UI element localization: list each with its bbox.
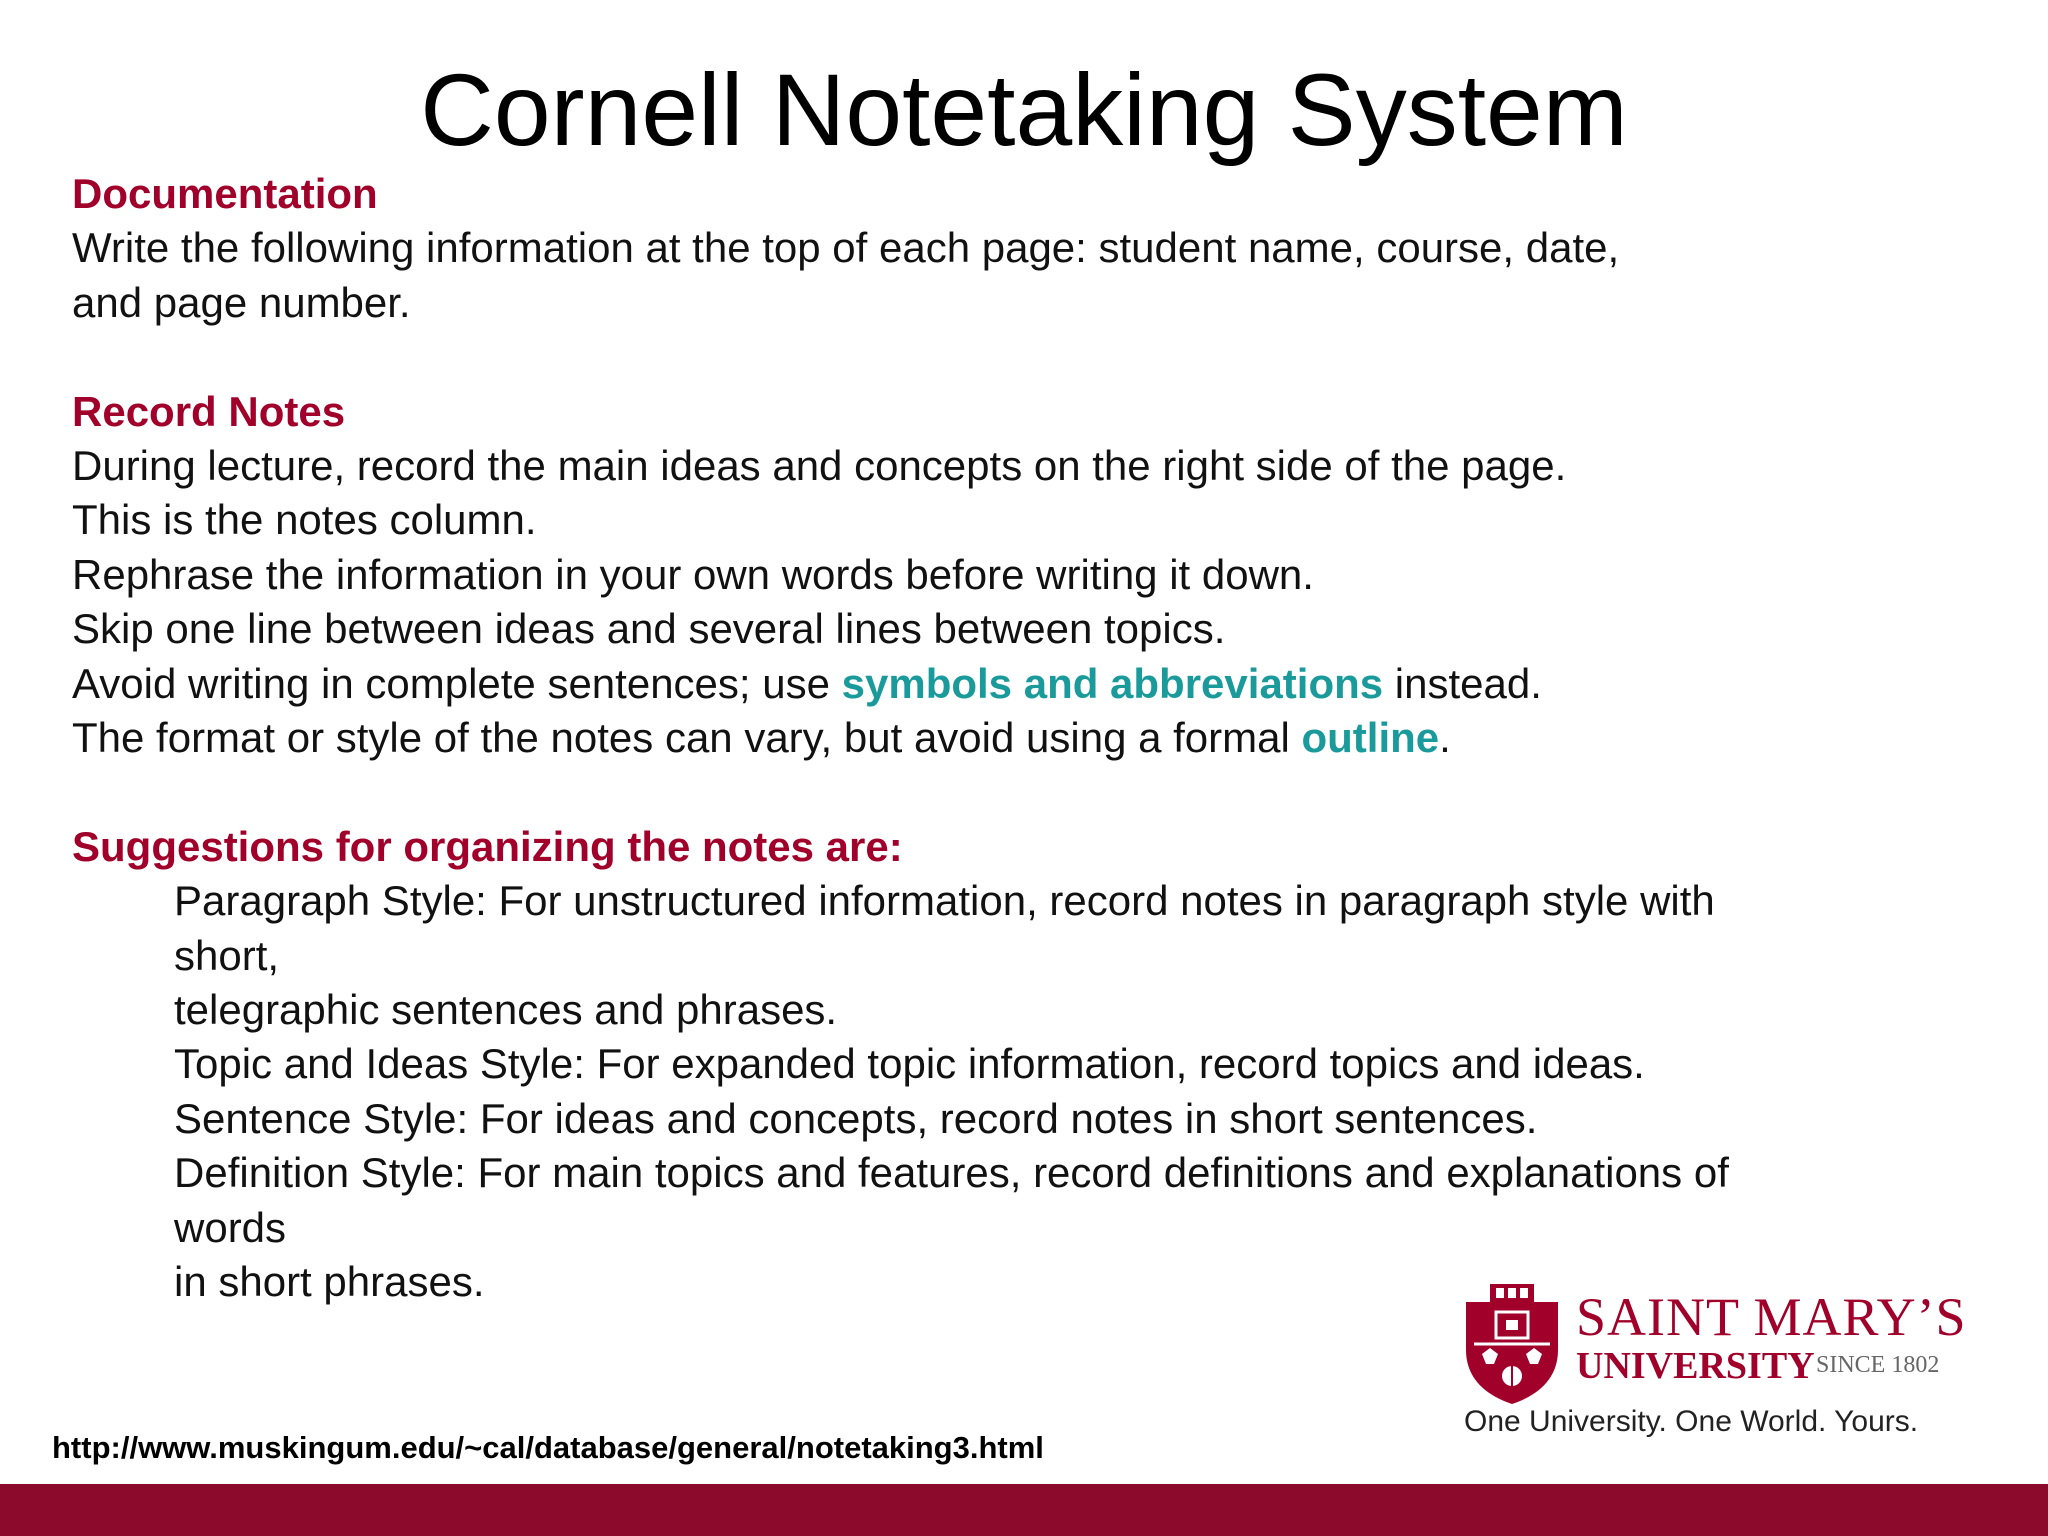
university-crest-icon	[1460, 1280, 1564, 1406]
university-logo	[1460, 1280, 1967, 1440]
record-notes-line: During lecture, record the main ideas and concepts on the right side of the page.	[72, 442, 1567, 490]
suggestion-line: Paragraph Style: For unstructured information, record notes in paragraph style with	[174, 877, 1715, 925]
slide-body	[72, 167, 1952, 1310]
documentation-line: and page number.	[72, 278, 411, 326]
suggestion-line: Sentence Style: For ideas and concepts, record notes in short sentences.	[174, 1094, 1538, 1142]
logo-subname: UNIVERSITY	[1576, 1345, 1815, 1387]
record-notes-line	[72, 711, 1952, 765]
logo-since: SINCE 1802	[1816, 1352, 1940, 1378]
spacer	[72, 765, 1952, 819]
record-notes-text: instead.	[1383, 659, 1542, 707]
suggestion-line: short,	[174, 931, 280, 979]
record-notes-text: The format or style of the notes can vary, but avoid using a formal	[72, 714, 1302, 762]
documentation-heading: Documentation	[72, 170, 378, 217]
record-notes-line: Rephrase the information in your own words before writing it down.	[72, 550, 1314, 598]
suggestion-line: Topic and Ideas Style: For expanded topic information, record topics and ideas.	[174, 1040, 1645, 1088]
record-notes-text: .	[1439, 714, 1451, 762]
record-notes-text: Avoid writing in complete sentences; use	[72, 659, 842, 707]
footer-bar	[0, 1484, 2048, 1536]
outline-link[interactable]: outline	[1301, 714, 1440, 762]
record-notes-line: This is the notes column.	[72, 496, 537, 544]
suggestions-heading: Suggestions for organizing the notes are:	[72, 822, 903, 870]
symbols-abbreviations-link[interactable]: symbols and abbreviations	[841, 659, 1384, 707]
record-notes-heading: Record Notes	[72, 387, 346, 435]
suggestion-line: telegraphic sentences and phrases.	[174, 986, 838, 1034]
record-notes-line: Skip one line between ideas and several lines between topics.	[72, 605, 1226, 653]
suggestion-line: Definition Style: For main topics and features, record definitions and explanations of	[174, 1149, 1729, 1197]
record-notes-line	[72, 657, 1952, 711]
suggestion-line: words	[174, 1203, 287, 1251]
logo-name: SAINT MARY’S	[1576, 1287, 1967, 1347]
suggestion-line: in short phrases.	[174, 1258, 485, 1306]
source-url[interactable]: http://www.muskingum.edu/~cal/database/general/notetaking3.html	[52, 1430, 1044, 1465]
spacer	[72, 330, 1952, 384]
documentation-line: Write the following information at the top of each page: student name, course, date,	[72, 224, 1620, 272]
slide-title: Cornell Notetaking System	[420, 53, 1628, 167]
logo-tagline: One University. One World. Yours.	[1464, 1405, 1919, 1438]
